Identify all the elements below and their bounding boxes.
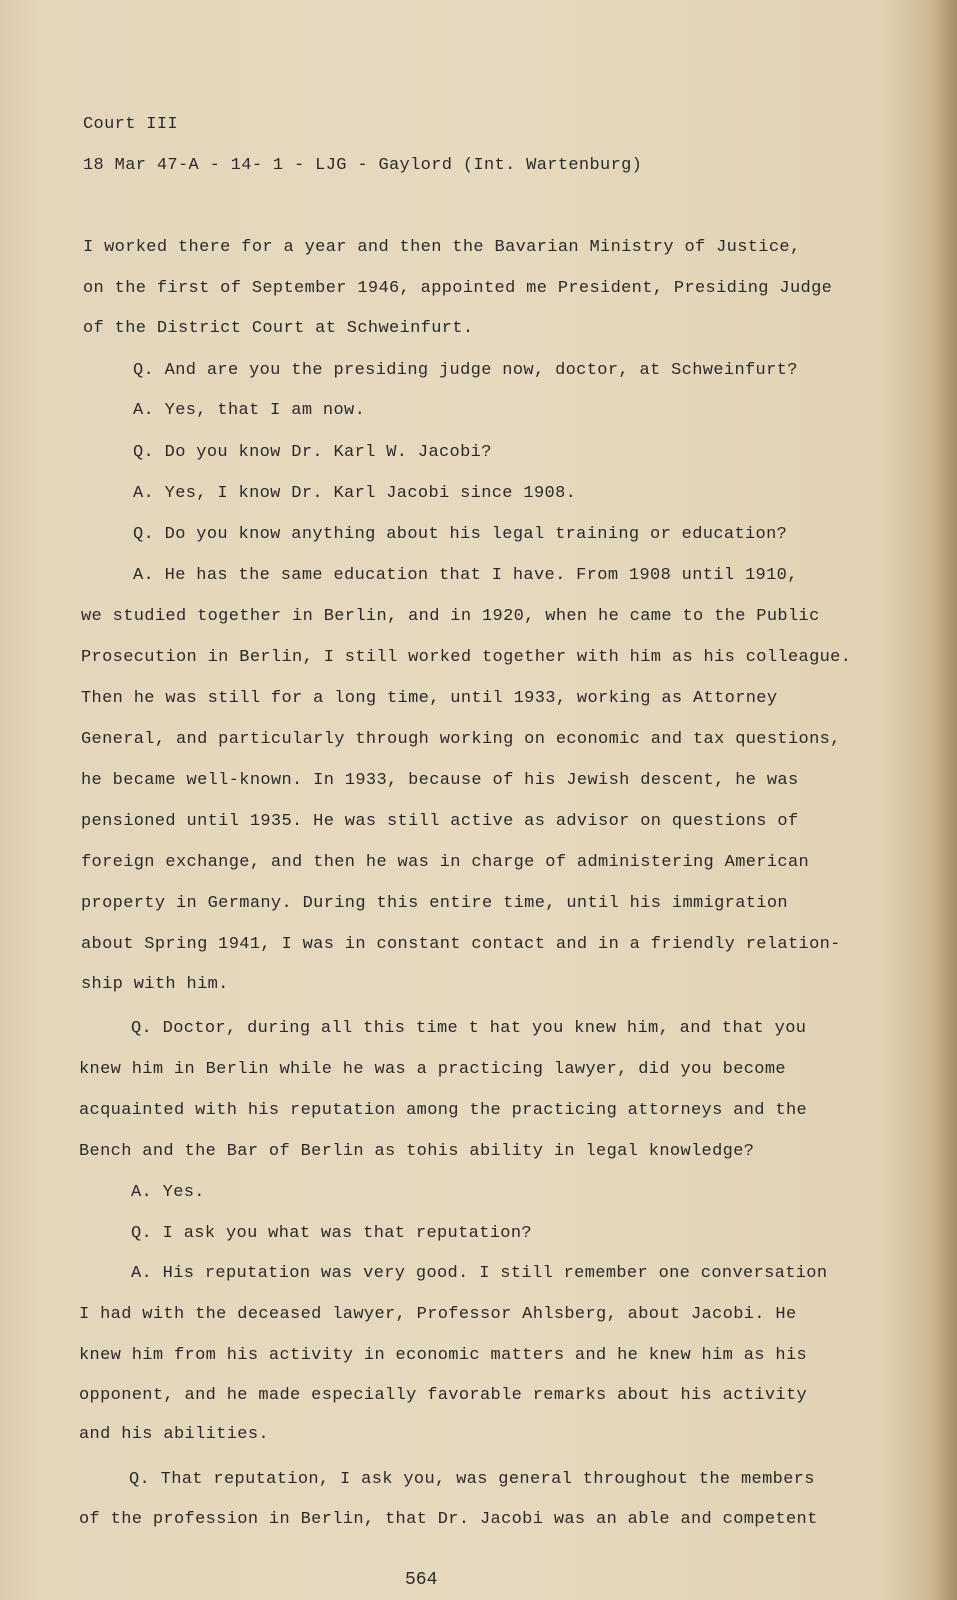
question-line: Q. And are you the presiding judge now, doctor, at Schweinfurt? <box>133 361 798 380</box>
answer-line: A. Yes, I know Dr. Karl Jacobi since 1908. <box>133 484 577 503</box>
text-line: and his abilities. <box>79 1425 269 1444</box>
page-edge-shadow <box>935 0 957 1600</box>
answer-line: A. He has the same education that I have. From 1908 until 1910, <box>133 566 798 585</box>
text-line: acquainted with his reputation among the practicing attorneys and the <box>79 1101 808 1120</box>
session-reference: 18 Mar 47-A - 14- 1 - LJG - Gaylord (Int. Wartenburg) <box>83 156 643 175</box>
text-line: Then he was still for a long time, until 1933, working as Attorney <box>81 689 778 708</box>
text-line: knew him from his activity in economic matters and he knew him as his <box>79 1346 808 1365</box>
text-line: Bench and the Bar of Berlin as tohis ability in legal knowledge? <box>79 1142 755 1161</box>
text-line: of the profession in Berlin, that Dr. Jacobi was an able and competent <box>79 1510 818 1529</box>
text-line: foreign exchange, and then he was in charge of administering American <box>81 853 810 872</box>
text-line: I had with the deceased lawyer, Professor Ahlsberg, about Jacobi. He <box>79 1305 797 1324</box>
court-heading: Court III <box>83 115 178 134</box>
question-line: Q. Doctor, during all this time t hat you knew him, and that you <box>131 1019 807 1038</box>
text-line: General, and particularly through working on economic and tax questions, <box>81 730 841 749</box>
question-line: Q. Do you know anything about his legal training or education? <box>133 525 788 544</box>
text-line: I worked there for a year and then the Bavarian Ministry of Justice, <box>83 238 801 257</box>
text-line: opponent, and he made especially favorable remarks about his activity <box>79 1386 808 1405</box>
question-line: Q. I ask you what was that reputation? <box>131 1224 532 1243</box>
text-line: Prosecution in Berlin, I still worked together with him as his colleague. <box>81 648 852 667</box>
question-line: Q. That reputation, I ask you, was general throughout the members <box>129 1470 815 1489</box>
text-line: ship with him. <box>81 975 229 994</box>
text-line: knew him in Berlin while he was a practicing lawyer, did you become <box>79 1060 786 1079</box>
text-line: we studied together in Berlin, and in 1920, when he came to the Public <box>81 607 820 626</box>
answer-line: A. His reputation was very good. I still remember one conversation <box>131 1264 828 1283</box>
text-line: he became well-known. In 1933, because of his Jewish descent, he was <box>81 771 799 790</box>
text-line: about Spring 1941, I was in constant contact and in a friendly relation- <box>81 935 841 954</box>
text-line: property in Germany. During this entire time, until his immigration <box>81 894 788 913</box>
text-line: on the first of September 1946, appointed me President, Presiding Judge <box>83 279 833 298</box>
page-number: 564 <box>405 1570 438 1590</box>
question-line: Q. Do you know Dr. Karl W. Jacobi? <box>133 443 492 462</box>
text-line: of the District Court at Schweinfurt. <box>83 319 474 338</box>
answer-line: A. Yes. <box>131 1183 205 1202</box>
answer-line: A. Yes, that I am now. <box>133 401 366 420</box>
text-line: pensioned until 1935. He was still active as advisor on questions of <box>81 812 799 831</box>
